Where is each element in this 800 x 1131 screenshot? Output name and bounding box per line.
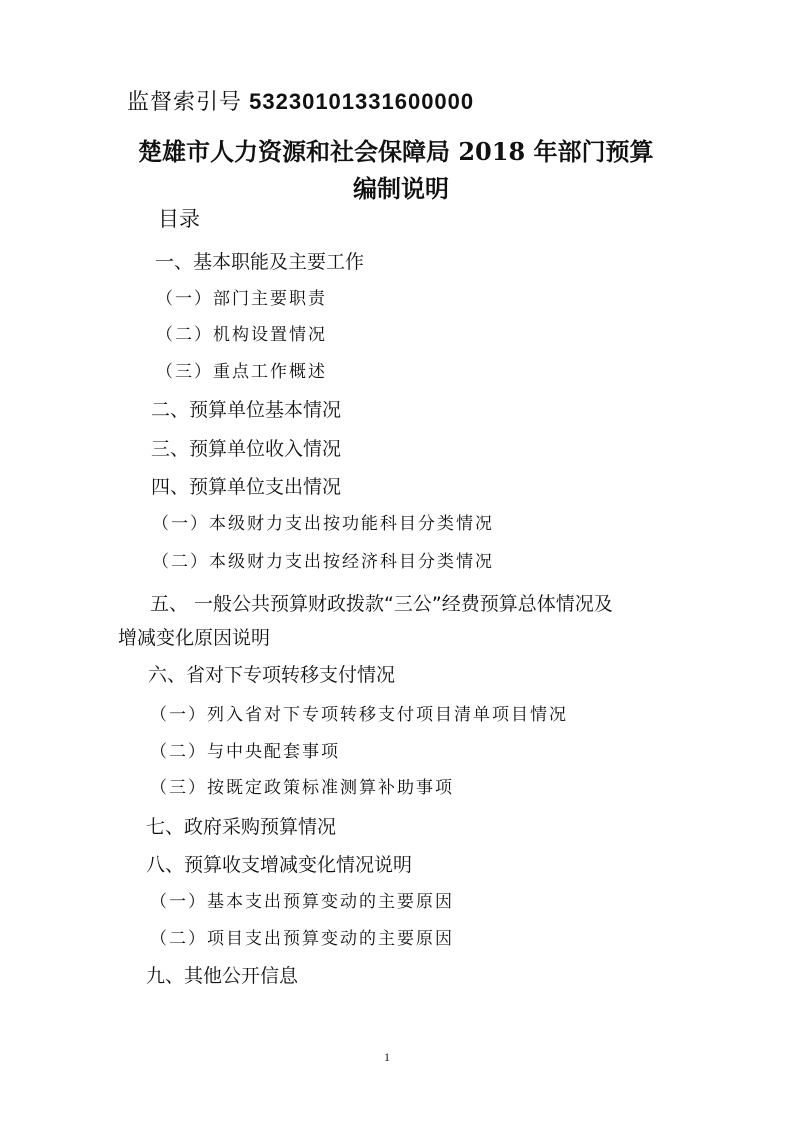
- toc-section-8: 八、预算收支增减变化情况说明: [146, 854, 413, 876]
- supervision-index-number: 53230101331600000: [249, 89, 475, 114]
- supervision-index: [127, 88, 474, 116]
- toc-section-7: 七、政府采购预算情况: [146, 816, 337, 838]
- toc-subsection-1-3: （三）重点工作概述: [156, 362, 327, 382]
- toc-subsection-8-2: （二）项目支出预算变动的主要原因: [150, 929, 454, 949]
- toc-section-5-line1: 五、 一般公共预算财政拨款“三公”经费预算总体情况及: [150, 593, 613, 615]
- supervision-index-label: 监督索引号: [127, 89, 243, 114]
- toc-subsection-8-1: （一）基本支出预算变动的主要原因: [150, 892, 454, 912]
- toc-subsection-6-2: （二）与中央配套事项: [150, 742, 340, 762]
- document-title-line1: 楚雄市人力资源和社会保障局 2018 年部门预算: [138, 137, 654, 166]
- toc-section-6: 六、省对下专项转移支付情况: [148, 664, 396, 686]
- toc-section-9: 九、其他公开信息: [146, 965, 299, 987]
- toc-subsection-6-3: （三）按既定政策标准测算补助事项: [150, 778, 454, 798]
- toc-section-4: 四、预算单位支出情况: [151, 476, 342, 498]
- toc-section-3: 三、预算单位收入情况: [151, 438, 342, 460]
- document-title-line2: 编制说明: [353, 174, 449, 203]
- toc-section-5-line2: 增减变化原因说明: [118, 627, 271, 649]
- toc-section-2: 二、预算单位基本情况: [151, 399, 342, 421]
- toc-subsection-1-1: （一）部门主要职责: [156, 289, 327, 309]
- toc-subsection-4-2: （二）本级财力支出按经济科目分类情况: [152, 552, 494, 572]
- toc-subsection-4-1: （一）本级财力支出按功能科目分类情况: [152, 514, 494, 534]
- toc-heading: 目录: [158, 207, 200, 231]
- toc-subsection-1-2: （二）机构设置情况: [156, 325, 327, 345]
- toc-subsection-6-1: （一）列入省对下专项转移支付项目清单项目情况: [150, 705, 568, 725]
- page-number: 1: [384, 1050, 390, 1064]
- toc-section-1: 一、基本职能及主要工作: [155, 251, 365, 273]
